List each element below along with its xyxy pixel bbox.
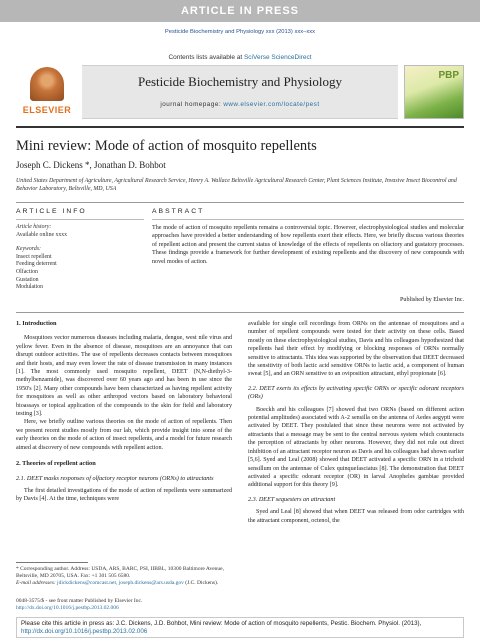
divider [16, 126, 464, 128]
elsevier-logo [16, 65, 78, 119]
history-value: Available online xxxx [16, 231, 68, 238]
email-label: E-mail addresses: [16, 580, 58, 587]
paragraph: Boeckh and his colleagues [7] showed that two ORNs (based on different action potential amplitudes) associated with A-2 sensilla on the antenna of Aedes aegypti were activated by DEET. They postulated that since these neurons were not activated by attractants that a message may be sent to the central nervous system which counteracts the perception of attractants by other neurons. However, they did not rule out direct inhibition of an attractant receptor neuron as Davis and his colleagues had shown earlier [5,6]. Syed and Leal (2008) showed that DEET activated a specific ORN in a trichoid sensillum on the antennae of Culex quinquefasciatus [8]. The demonstration that DEET activated a specific odorant receptor (OR) in larval Anopheles gambiae provided additional support for this theory [9]. [248, 406, 464, 489]
journal-band [82, 65, 398, 119]
abstract-publisher-line: Published by Elsevier Inc. [400, 297, 464, 303]
citation-text: Please cite this article in press as: J.C. Dickens, J.D. Bohbot, Mini review: Mode of action of mosquito repellents, Pestic. Biochem. Physiol. (2013), [21, 620, 422, 627]
contents-prefix: Contents lists available at [168, 54, 244, 61]
citation-box [16, 617, 464, 638]
divider [152, 219, 464, 220]
paragraph: Syed and Leal [8] showed that when DEET was released from odor cartridges with the attractant component, octenol, the [248, 509, 464, 524]
article-info-panel [16, 224, 144, 292]
homepage-link[interactable]: www.elsevier.com/locate/pest [223, 101, 320, 108]
article-in-press-banner: ARTICLE IN PRESS [0, 0, 480, 22]
divider [16, 312, 464, 313]
footnote-divider [16, 562, 88, 563]
divider [16, 202, 464, 203]
section-heading-theories: 2. Theories of repellent action [16, 460, 96, 468]
keyword-item: Gustation [16, 276, 39, 283]
corresponding-author-note: * Corresponding author. Address: USDA, ARS, BARC, PSI, IIBBL, 10300 Baltimore Avenue, Beltsville, MD 20705, USA. Fax: +1 301 505 6580. [16, 566, 224, 580]
history-label: Article history: [16, 224, 52, 230]
subsection-heading-2-1: 2.1. DEET masks responses of olfactory receptor neurons (ORNs) to attractants [16, 474, 214, 482]
article-info-heading: ARTICLE INFO [16, 208, 87, 215]
paragraph: Mosquitoes vector numerous diseases including malaria, dengue, west nile virus and yellow fever. Even in the absence of disease, mosquitoes are an annoyance that can disrupt outdoor activities. The use of repellents decreases contacts between mosquitoes and their hosts, and may even lower the rate of disease transmission in many instances [1]. The most commonly used mosquito repellent, DEET (N,N-diethyl-3-methylbenzamide), was discovered over 60 years ago and has been in use since the 1950's [2]. Many other compounds have been characterized as having repellent activity for mosquitoes as well as other arthropod vectors based on laboratory behavioral bioassays or topical application of the compounds to the skin for field and laboratory testing [3]. [16, 335, 232, 418]
article-authors[interactable]: Joseph C. Dickens *, Jonathan D. Bohbot [16, 160, 166, 170]
homepage-prefix: journal homepage: [160, 101, 224, 108]
email-line [16, 580, 232, 587]
email-suffix: (J.C. Dickens). [183, 580, 219, 587]
copyright-line: 0048-3575/$ - see front matter Published by Elsevier Inc. [16, 598, 143, 604]
keyword-item: Olfaction [16, 268, 38, 275]
keyword-item: Feeding deterrent [16, 261, 57, 268]
paragraph: available for single cell recordings from ORNs on the antennae of mosquitoes and a number of repellent compounds were tested for their activity on these cells. Based mostly on these electrophysiological studies, Davis and his colleagues hypothesized that repellents had their effect by modifying or blocking responses of ORNs normally sensitive to attractants. This idea was supported by the observation that DEET decreased the sensitivity of both lactic acid sensitive ORNs to lactic acid, a component of human sweat [5], and an ORN sensitive to an oviposition attractant, ethyl propionate [6]. [248, 321, 464, 378]
elsevier-wordmark: ELSEVIER [22, 105, 72, 115]
cover-abbrev: PBP [438, 70, 459, 81]
article-title: Mini review: Mode of action of mosquito repellents [16, 138, 317, 154]
divider [16, 219, 144, 220]
journal-reference[interactable]: Pesticide Biochemistry and Physiology xxx (2013) xxx–xxx [164, 29, 316, 35]
body-column-left [16, 320, 232, 568]
abstract-text: The mode of action of mosquito repellents remains a controversial topic. However, electrophysiological studies and molecular approaches have provided a better understanding of how repellents exert their effects. Here, we briefly discuss various theories of repellent action and present the current status of knowledge of the effects of repellents on olfactory and gustatory processes. These findings provide a framework for further development of existing repellents and the discovery of new compounds with novel modes of action. [152, 225, 464, 265]
footnote [16, 566, 232, 588]
sciverse-link[interactable]: SciVerse ScienceDirect [243, 54, 312, 61]
subsection-heading-2-2: 2.2. DEET exerts its effects by activating specific ORNs or specific odorant receptors (ORs) [248, 384, 464, 401]
body-column-right [248, 320, 464, 616]
journal-title: Pesticide Biochemistry and Physiology [137, 74, 342, 89]
keyword-item: Insect repellent [16, 253, 52, 260]
keyword-item: Modulation [16, 284, 44, 291]
journal-masthead [16, 52, 464, 122]
paragraph: The first detailed investigations of the mode of action of repellents were summarized by Davis [4]. At the time, techniques were [16, 487, 232, 503]
email-links[interactable]: jdickdickens@comcast.net, joseph.dickens@ars.usda.gov [57, 580, 184, 587]
journal-homepage [82, 101, 398, 108]
journal-cover-thumbnail [404, 65, 464, 119]
author-affiliation: United States Department of Agriculture, Agricultural Research Service, Henry A. Wallace Beltsville Agricultural Research Center, Plant Sciences Institute, Invasive Insect Biocontrol and Behavior Laboratory, Beltsville, MD, USA [16, 178, 457, 192]
elsevier-tree-icon [30, 67, 64, 101]
abstract-heading: ABSTRACT [152, 208, 205, 215]
section-heading-introduction: 1. Introduction [16, 320, 57, 327]
contents-line [16, 52, 464, 64]
keywords-label: Keywords: [16, 246, 41, 253]
doi-link[interactable]: http://dx.doi.org/10.1016/j.pestbp.2013.02.006 [16, 605, 119, 612]
copyright-block [16, 598, 464, 612]
subsection-heading-2-3: 2.3. DEET sequesters an attractant [248, 495, 336, 503]
citation-doi-link[interactable]: http://dx.doi.org/10.1016/j.pestbp.2013.02.006 [21, 628, 148, 635]
paragraph: Here, we briefly outline various theories on the mode of action of repellents. Then we present recent studies mostly from our lab, which provide insight into some of the early theories on the mode of action of insect repellents, and a model for future research aimed at discovery of new compounds with repellent action. [16, 419, 232, 451]
